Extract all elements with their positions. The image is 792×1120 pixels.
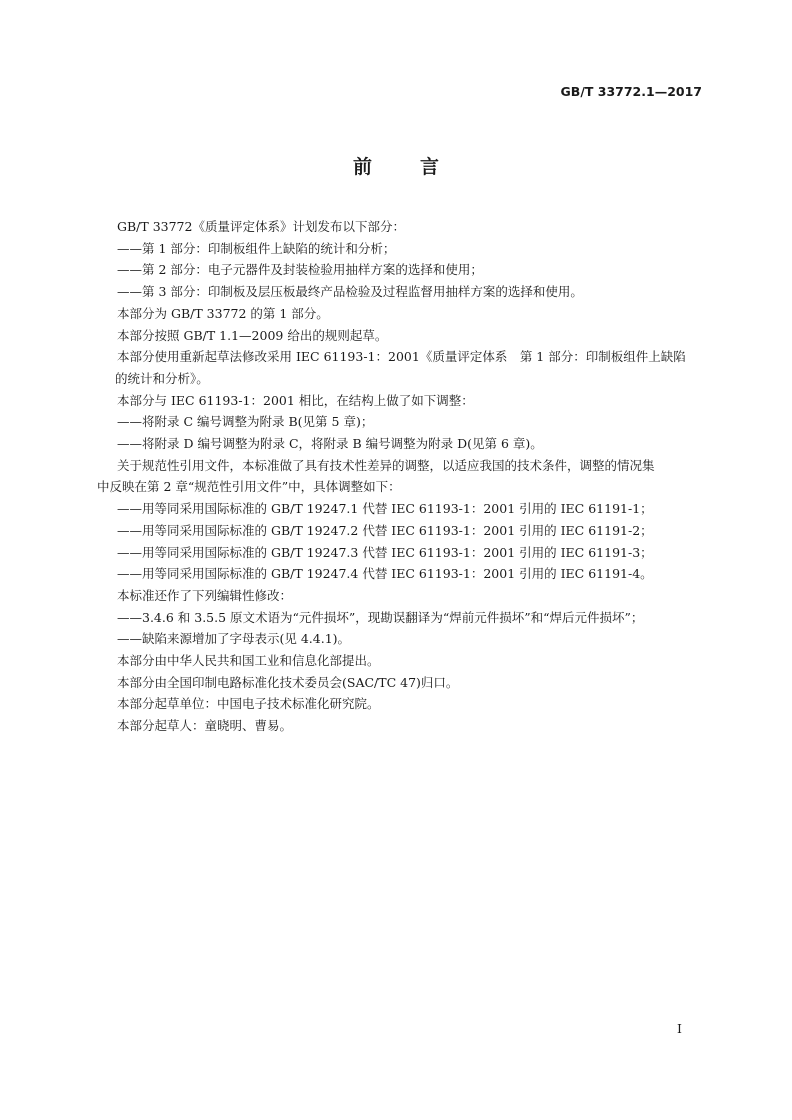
paragraph: 本部分起草人：童晓明、曹易。 bbox=[117, 718, 293, 734]
paragraph: 本部分起草单位：中国电子技术标准化研究院。 bbox=[117, 696, 380, 712]
list-item: ——用等同采用国际标准的 GB/T 19247.2 代替 IEC 61193-1：2001 引用的 IEC 61191-2； bbox=[117, 522, 653, 538]
paragraph: 关于规范性引用文件，本标准做了具有技术性差异的调整，以适应我国的技术条件，调整的情况集 bbox=[117, 457, 655, 473]
list-item: ——用等同采用国际标准的 GB/T 19247.4 代替 IEC 61193-1：2001 引用的 IEC 61191-4。 bbox=[117, 566, 653, 582]
paragraph: 本部分与 IEC 61193-1：2001 相比，在结构上做了如下调整： bbox=[117, 392, 474, 408]
paragraph: GB/T 33772《质量评定体系》计划发布以下部分： bbox=[117, 219, 405, 234]
list-item: ——第 1 部分：印制板组件上缺陷的统计和分析； bbox=[117, 240, 396, 256]
paragraph-continuation: 中反映在第 2 章“规范性引用文件”中，具体调整如下： bbox=[97, 479, 401, 495]
list-item: ——第 2 部分：电子元器件及封装检验用抽样方案的选择和使用； bbox=[117, 262, 483, 278]
paragraph-continuation: 的统计和分析》。 bbox=[115, 370, 209, 386]
page-number: I bbox=[677, 1021, 682, 1036]
list-item: ——缺陷来源增加了字母表示(见 4.4.1)。 bbox=[117, 631, 351, 647]
list-item: ——用等同采用国际标准的 GB/T 19247.1 代替 IEC 61193-1：2001 引用的 IEC 61191-1； bbox=[117, 501, 653, 517]
paragraph: 本部分由全国印制电路标准化技术委员会(SAC/TC 47)归口。 bbox=[117, 674, 459, 690]
list-item: ——用等同采用国际标准的 GB/T 19247.3 代替 IEC 61193-1：2001 引用的 IEC 61191-3； bbox=[117, 544, 653, 560]
list-item: ——3.4.6 和 3.5.5 原文术语为“元件损坏”，现勘误翻译为“焊前元件损坏”和“焊后元件损坏”； bbox=[117, 609, 644, 625]
paragraph: 本部分使用重新起草法修改采用 IEC 61193-1：2001《质量评定体系 第 1 部分：印制板组件上缺陷 bbox=[117, 349, 686, 365]
page-title: 前言 bbox=[352, 156, 487, 178]
list-item: ——第 3 部分：印制板及层压板最终产品检验及过程监督用抽样方案的选择和使用。 bbox=[117, 284, 583, 300]
list-item: ——将附录 D 编号调整为附录 C，将附录 B 编号调整为附录 D(见第 6 章)。 bbox=[117, 436, 543, 452]
foreword-body bbox=[97, 216, 702, 737]
paragraph: 本标准还作了下列编辑性修改： bbox=[117, 587, 293, 603]
paragraph: 本部分由中华人民共和国工业和信息化部提出。 bbox=[117, 653, 380, 669]
list-item: ——将附录 C 编号调整为附录 B(见第 5 章)； bbox=[117, 414, 374, 430]
paragraph: 本部分按照 GB/T 1.1—2009 给出的规则起草。 bbox=[117, 327, 388, 343]
standard-number: GB/T 33772.1—2017 bbox=[560, 84, 702, 99]
paragraph: 本部分为 GB/T 33772 的第 1 部分。 bbox=[117, 305, 329, 321]
